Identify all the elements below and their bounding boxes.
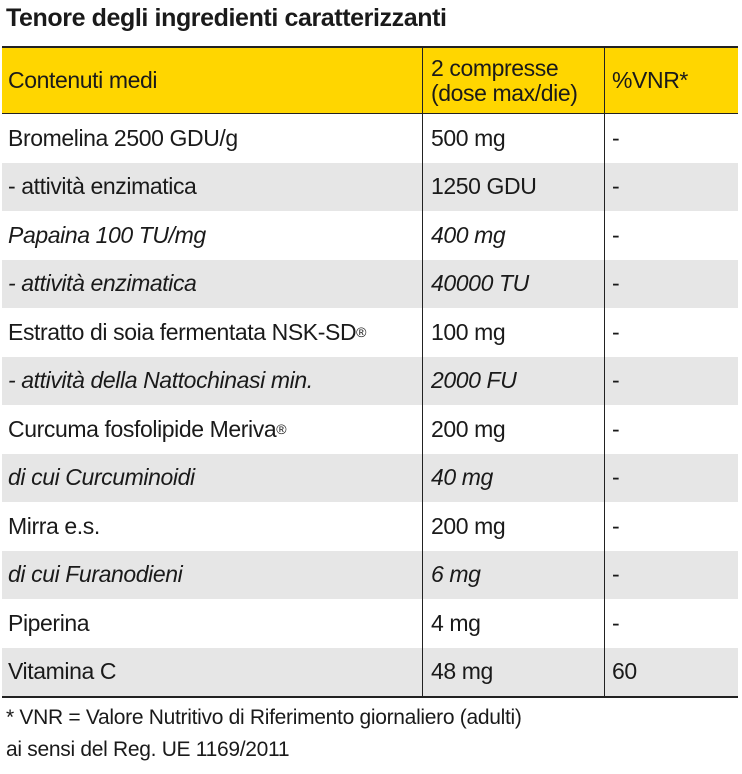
ingredient-amount: 200 mg [422, 405, 604, 454]
ingredient-name-text: Curcuma fosfolipide Meriva [8, 415, 277, 442]
table-row [2, 599, 738, 648]
header-dose [422, 48, 604, 113]
table-row [2, 502, 738, 551]
table-row [2, 114, 738, 163]
table-row [2, 357, 738, 406]
ingredient-name [2, 599, 422, 648]
table-header-row [2, 48, 738, 114]
ingredient-name [2, 114, 422, 163]
ingredient-name-text: di cui Curcuminoidi [8, 464, 195, 491]
ingredient-name-text: Bromelina 2500 GDU/g [8, 124, 238, 151]
ingredient-name-text: - attività enzimatica [8, 173, 197, 200]
ingredient-name [2, 551, 422, 600]
ingredient-name [2, 502, 422, 551]
footnote-line1: * VNR = Valore Nutritivo di Riferimento giornaliero (adulti) [6, 706, 522, 729]
table-row [2, 648, 738, 697]
table-row [2, 260, 738, 309]
ingredient-name-text: Papaina 100 TU/mg [8, 221, 206, 248]
ingredient-amount: 40000 TU [422, 260, 604, 309]
footnote-line2: ai sensi del Reg. UE 1169/2011 [6, 738, 290, 761]
table-row [2, 308, 738, 357]
table-row [2, 405, 738, 454]
ingredient-amount: 4 mg [422, 599, 604, 648]
ingredients-table [2, 46, 738, 698]
ingredient-name-text: - attività enzimatica [8, 270, 197, 297]
ingredient-vnr: - [604, 114, 738, 163]
ingredient-vnr: - [604, 454, 738, 503]
header-contenuti-medi: Contenuti medi [8, 67, 158, 93]
ingredient-amount: 48 mg [422, 648, 604, 697]
ingredient-amount: 200 mg [422, 502, 604, 551]
ingredient-vnr: - [604, 502, 738, 551]
table-row [2, 551, 738, 600]
ingredient-name [2, 454, 422, 503]
ingredient-vnr: - [604, 405, 738, 454]
header-dose-line2: (dose max/die) [431, 79, 578, 106]
ingredient-vnr: - [604, 599, 738, 648]
ingredient-name [2, 163, 422, 212]
footnote [6, 702, 522, 766]
table-title: Tenore degli ingredienti caratterizzanti [6, 4, 447, 32]
ingredient-name-text: di cui Furanodieni [8, 561, 183, 588]
ingredient-name-text: Estratto di soia fermentata NSK-SD [8, 318, 357, 345]
header-vnr: %VNR* [604, 48, 738, 113]
ingredient-vnr: - [604, 551, 738, 600]
ingredient-vnr: - [604, 211, 738, 260]
ingredient-vnr: 60 [604, 648, 738, 697]
ingredient-amount: 40 mg [422, 454, 604, 503]
ingredient-name-text: - attività della Nattochinasi min. [8, 367, 313, 394]
ingredient-vnr: - [604, 308, 738, 357]
ingredient-vnr: - [604, 357, 738, 406]
ingredient-amount: 2000 FU [422, 357, 604, 406]
ingredient-name-text: Piperina [8, 609, 90, 636]
ingredient-vnr: - [604, 260, 738, 309]
ingredient-amount: 100 mg [422, 308, 604, 357]
ingredient-amount: 400 mg [422, 211, 604, 260]
ingredient-name-text: Mirra e.s. [8, 512, 100, 539]
ingredient-amount: 6 mg [422, 551, 604, 600]
ingredient-name-text: Vitamina C [8, 658, 117, 685]
ingredient-name [2, 211, 422, 260]
ingredient-name [2, 648, 422, 697]
ingredient-name [2, 260, 422, 309]
ingredient-amount: 500 mg [422, 114, 604, 163]
header-dose-line1: 2 compresse [431, 54, 559, 81]
table-row [2, 211, 738, 260]
table-row [2, 454, 738, 503]
table-body [2, 114, 738, 696]
ingredient-name: Estratto di soia fermentata NSK-SD ® [8, 318, 367, 345]
ingredient-vnr: - [604, 163, 738, 212]
ingredient-amount: 1250 GDU [422, 163, 604, 212]
ingredient-name [2, 357, 422, 406]
ingredient-name: Curcuma fosfolipide Meriva ® [8, 415, 287, 442]
table-row [2, 163, 738, 212]
